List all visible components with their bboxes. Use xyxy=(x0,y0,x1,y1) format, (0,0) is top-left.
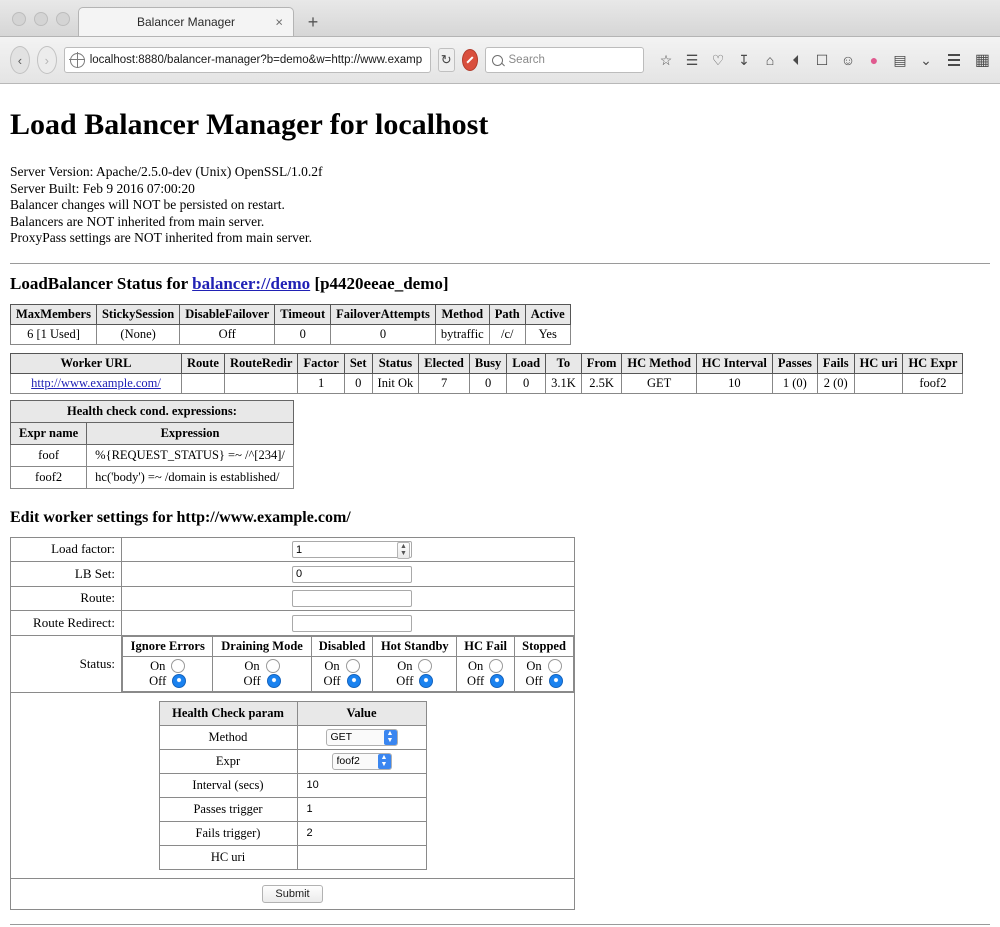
cell-maxmembers: 6 [1 Used] xyxy=(11,324,97,344)
table-row xyxy=(11,466,294,488)
minimize-window-button[interactable] xyxy=(34,12,48,26)
cell-expression: %{REQUEST_STATUS} =~ /^[234]/ xyxy=(87,444,294,466)
balancer-status-heading xyxy=(10,274,990,294)
status-radios-row xyxy=(123,656,574,691)
cell-worker-url[interactable] xyxy=(11,373,182,393)
radio-on-icon[interactable] xyxy=(418,659,432,673)
window-controls[interactable] xyxy=(12,12,70,26)
address-bar[interactable] xyxy=(64,47,431,73)
table-header-row xyxy=(11,422,294,444)
persist-notice: Balancer changes will NOT be persisted on restart. xyxy=(10,197,285,212)
worker-url-link[interactable]: http://www.example.com/ xyxy=(31,375,161,390)
cell-fails: 2 (0) xyxy=(817,373,854,393)
spinner-arrows-icon[interactable]: ▲ ▼ xyxy=(397,542,410,559)
hc-method-value xyxy=(297,725,426,749)
toolbar-icons xyxy=(658,53,935,67)
worker-settings-form xyxy=(10,537,575,910)
radio-on-icon[interactable] xyxy=(266,659,280,673)
hc-fail-on[interactable] xyxy=(463,659,508,674)
edit-worker-heading: Edit worker settings for http://www.example.com/ xyxy=(10,508,351,526)
chevron-updown-icon[interactable]: ▲ ▼ xyxy=(378,754,391,769)
cell-failoverattempts: 0 xyxy=(331,324,436,344)
health-check-cell xyxy=(11,692,575,878)
form-row-status xyxy=(11,635,575,692)
disabled-cell xyxy=(311,656,373,691)
radio-off-icon[interactable] xyxy=(267,674,281,688)
back-button[interactable]: ‹ xyxy=(10,46,30,74)
hc-caption: Health check cond. expressions: xyxy=(11,400,294,422)
radio-off-icon[interactable] xyxy=(419,674,433,688)
hot-standby-cell xyxy=(373,656,457,691)
col-elected: Elected xyxy=(419,353,470,373)
search-input[interactable] xyxy=(485,47,644,73)
table-row xyxy=(159,725,426,749)
smiley-icon[interactable]: ☺ xyxy=(840,52,856,68)
col-draining-mode: Draining Mode xyxy=(213,636,311,656)
submit-button[interactable]: Submit xyxy=(262,885,322,903)
col-load: Load xyxy=(507,353,546,373)
cell-status: Init Ok xyxy=(372,373,419,393)
col-to: To xyxy=(546,353,582,373)
cell-routeredir xyxy=(224,373,298,393)
load-factor-input[interactable] xyxy=(292,541,412,558)
balancer-summary-table xyxy=(10,304,571,345)
on-label: On xyxy=(324,658,340,673)
route-label: Route: xyxy=(11,586,122,611)
off-label: Off xyxy=(525,673,543,688)
hc-uri-label: HC uri xyxy=(159,845,297,869)
col-from: From xyxy=(581,353,622,373)
shield-icon[interactable]: ♡ xyxy=(711,52,725,68)
col-routeredir: RouteRedir xyxy=(224,353,298,373)
col-hc-fail: HC Fail xyxy=(457,636,515,656)
url-text: localhost:8880/balancer-manager?b=demo&w=http://www.examp xyxy=(89,54,423,66)
cell-path: /c/ xyxy=(489,324,525,344)
col-stickysession: StickySession xyxy=(96,304,179,324)
home-icon[interactable]: ⌂ xyxy=(765,52,775,68)
col-set: Set xyxy=(344,353,372,373)
cell-method: bytraffic xyxy=(435,324,489,344)
hc-fail-cell xyxy=(457,656,515,691)
cell-elected: 7 xyxy=(419,373,470,393)
cell-set: 0 xyxy=(344,373,372,393)
hc-uri-input[interactable] xyxy=(304,849,420,866)
col-hc-param: Health Check param xyxy=(159,701,297,725)
health-check-param-table xyxy=(159,701,427,870)
radio-off-icon[interactable] xyxy=(347,674,361,688)
globe-icon xyxy=(70,53,85,68)
draining-mode-off[interactable] xyxy=(219,674,304,689)
cell-hc-method: GET xyxy=(622,373,697,393)
radio-on-icon[interactable] xyxy=(171,659,185,673)
title-bar xyxy=(0,0,1000,37)
radio-off-icon[interactable] xyxy=(172,674,186,688)
col-worker-url: Worker URL xyxy=(11,353,182,373)
col-method: Method xyxy=(435,304,489,324)
on-label: On xyxy=(467,658,484,673)
col-status: Status xyxy=(372,353,419,373)
server-built: Server Built: Feb 9 2016 07:00:20 xyxy=(10,180,195,196)
table-row xyxy=(159,845,426,869)
hc-uri-value xyxy=(297,845,426,869)
inherit-notice: Balancers are NOT inherited from main server. xyxy=(10,213,265,229)
hot-standby-off[interactable] xyxy=(379,674,450,689)
load-factor-cell xyxy=(122,537,575,562)
table-row xyxy=(11,444,294,466)
hc-interval-value xyxy=(297,773,426,797)
stopped-cell xyxy=(515,656,574,691)
form-row-route xyxy=(11,586,575,611)
grid-icon[interactable]: ▦ xyxy=(974,52,990,69)
col-active: Active xyxy=(525,304,570,324)
table-row xyxy=(159,821,426,845)
cell-stickysession: (None) xyxy=(96,324,179,344)
chevron-down-icon[interactable]: ⌄ xyxy=(920,52,932,68)
route-redirect-input[interactable] xyxy=(292,615,412,632)
table-row xyxy=(159,797,426,821)
noscript-icon[interactable] xyxy=(462,49,478,71)
table-header-row xyxy=(159,701,426,725)
table-row xyxy=(159,749,426,773)
palette-icon[interactable]: ● xyxy=(869,52,879,68)
disabled-on[interactable] xyxy=(318,659,367,674)
library-icon[interactable]: ▤ xyxy=(893,52,907,68)
divider-bottom xyxy=(10,924,990,925)
form-row-route-redirect xyxy=(11,611,575,636)
worker-table xyxy=(10,353,963,394)
hc-method-select[interactable] xyxy=(326,729,398,746)
close-tab-icon[interactable]: × xyxy=(275,14,283,30)
col-hc-uri: HC uri xyxy=(854,353,903,373)
download-icon[interactable]: ↧ xyxy=(738,52,750,68)
table-row xyxy=(11,324,571,344)
on-label: On xyxy=(150,658,166,673)
radio-on-icon[interactable] xyxy=(346,659,360,673)
search-placeholder: Search xyxy=(508,54,545,66)
col-path: Path xyxy=(489,304,525,324)
cell-expression: hc('body') =~ /domain is established/ xyxy=(87,466,294,488)
star-icon[interactable]: ☆ xyxy=(659,52,673,68)
hc-interval-label: Interval (secs) xyxy=(159,773,297,797)
radio-on-icon[interactable] xyxy=(489,659,503,673)
col-passes: Passes xyxy=(772,353,817,373)
page-title: Load Balancer Manager for localhost xyxy=(10,108,489,141)
on-label: On xyxy=(526,658,542,673)
cell-route xyxy=(182,373,225,393)
lb-set-label: LB Set: xyxy=(11,562,122,587)
proxypass-notice: ProxyPass settings are NOT inherited from main server. xyxy=(10,230,312,245)
hot-standby-on[interactable] xyxy=(379,659,450,674)
on-label: On xyxy=(397,658,413,673)
off-label: Off xyxy=(243,673,261,688)
col-hc-method: HC Method xyxy=(622,353,697,373)
hc-passes-value xyxy=(297,797,426,821)
off-label: Off xyxy=(149,673,167,688)
route-redirect-label: Route Redirect: xyxy=(11,611,122,636)
server-version: Server Version: Apache/2.5.0-dev (Unix) OpenSSL/1.0.2f xyxy=(10,164,323,179)
cell-passes: 1 (0) xyxy=(772,373,817,393)
off-label: Off xyxy=(323,673,341,688)
route-redirect-cell xyxy=(122,611,575,636)
off-label: Off xyxy=(396,673,414,688)
cell-timeout: 0 xyxy=(275,324,331,344)
status-options-table xyxy=(122,636,574,692)
table-header-row xyxy=(11,304,571,324)
col-hc-value: Value xyxy=(297,701,426,725)
cell-disablefailover: Off xyxy=(180,324,275,344)
col-maxmembers: MaxMembers xyxy=(11,304,97,324)
col-hc-expr: HC Expr xyxy=(903,353,963,373)
hc-interval-input[interactable] xyxy=(304,777,420,794)
close-window-button[interactable] xyxy=(12,12,26,26)
lb-set-input[interactable] xyxy=(292,566,412,583)
tab-label: Balancer Manager xyxy=(136,15,236,29)
send-icon[interactable]: ⏴ xyxy=(792,52,800,68)
hc-passes-input[interactable] xyxy=(304,801,420,818)
disabled-off[interactable] xyxy=(318,674,367,689)
cell-hc-expr: foof2 xyxy=(903,373,963,393)
col-hot-standby: Hot Standby xyxy=(373,636,457,656)
radio-off-icon[interactable] xyxy=(549,674,563,688)
cell-hc-interval: 10 xyxy=(696,373,772,393)
off-label: Off xyxy=(467,673,485,688)
col-busy: Busy xyxy=(469,353,506,373)
zoom-window-button[interactable] xyxy=(56,12,70,26)
lb-set-cell xyxy=(122,562,575,587)
load-factor-label: Load factor: xyxy=(11,537,122,562)
forward-button[interactable]: › xyxy=(37,46,57,74)
reload-button[interactable]: ↻ xyxy=(438,48,455,72)
table-header-row xyxy=(123,636,574,656)
col-route: Route xyxy=(182,353,225,373)
col-failoverattempts: FailoverAttempts xyxy=(331,304,436,324)
table-row xyxy=(11,373,963,393)
col-factor: Factor xyxy=(298,353,344,373)
form-row-health-check xyxy=(11,692,575,878)
hc-expr-value xyxy=(297,749,426,773)
ignore-errors-cell xyxy=(123,656,213,691)
status-cell xyxy=(122,635,575,692)
form-row-submit xyxy=(11,878,575,909)
cell-load: 0 xyxy=(507,373,546,393)
table-header-row xyxy=(11,353,963,373)
reader-icon[interactable]: ☰ xyxy=(685,52,699,68)
status-label: Status: xyxy=(11,635,122,692)
on-label: On xyxy=(244,658,260,673)
health-check-expressions-table xyxy=(10,400,294,489)
hc-fails-label: Fails trigger) xyxy=(159,821,297,845)
table-row xyxy=(159,773,426,797)
col-timeout: Timeout xyxy=(275,304,331,324)
cell-hc-uri xyxy=(854,373,903,393)
form-row-load-factor xyxy=(11,537,575,562)
status-heading-prefix: LoadBalancer Status for xyxy=(10,273,193,293)
stopped-on[interactable] xyxy=(521,659,567,674)
hc-method-label: Method xyxy=(159,725,297,749)
cell-from: 2.5K xyxy=(581,373,622,393)
col-hc-interval: HC Interval xyxy=(696,353,772,373)
hc-fail-off[interactable] xyxy=(463,674,508,689)
cell-to: 3.1K xyxy=(546,373,582,393)
ignore-errors-off[interactable] xyxy=(129,674,206,689)
cell-active: Yes xyxy=(525,324,570,344)
col-stopped: Stopped xyxy=(515,636,574,656)
hc-expr-select[interactable] xyxy=(332,753,392,770)
tab-strip xyxy=(78,0,322,36)
col-disablefailover: DisableFailover xyxy=(180,304,275,324)
status-heading-suffix: [p4420eeae_demo] xyxy=(310,273,449,293)
navigation-toolbar xyxy=(0,37,1000,84)
stopped-off[interactable] xyxy=(521,674,567,689)
divider-top xyxy=(10,263,990,264)
new-tab-button[interactable]: + xyxy=(307,12,319,32)
hc-passes-label: Passes trigger xyxy=(159,797,297,821)
route-input[interactable] xyxy=(292,590,412,607)
cell-factor: 1 xyxy=(298,373,344,393)
tab-balancer-manager[interactable] xyxy=(78,7,294,36)
draining-mode-cell xyxy=(213,656,311,691)
hc-fails-value xyxy=(297,821,426,845)
hc-caption-row xyxy=(11,400,294,422)
menu-button[interactable] xyxy=(948,51,960,69)
ignore-errors-on[interactable] xyxy=(129,659,206,674)
col-disabled: Disabled xyxy=(311,636,373,656)
radio-on-icon[interactable] xyxy=(548,659,562,673)
search-icon xyxy=(492,55,503,66)
hc-expr-label: Expr xyxy=(159,749,297,773)
route-cell xyxy=(122,586,575,611)
col-ignore-errors: Ignore Errors xyxy=(123,636,213,656)
balancer-link[interactable]: balancer://demo xyxy=(192,273,311,293)
cell-expr-name: foof xyxy=(11,444,87,466)
form-row-lb-set xyxy=(11,562,575,587)
radio-off-icon[interactable] xyxy=(490,674,504,688)
chevron-updown-icon[interactable]: ▲ ▼ xyxy=(384,730,397,745)
hc-fails-input[interactable] xyxy=(304,825,420,842)
draining-mode-on[interactable] xyxy=(219,659,304,674)
cell-expr-name: foof2 xyxy=(11,466,87,488)
load-factor-spinner[interactable] xyxy=(292,541,412,559)
page-content xyxy=(0,84,1000,927)
col-expression: Expression xyxy=(87,422,294,444)
col-fails: Fails xyxy=(817,353,854,373)
pocket-icon[interactable]: ☐ xyxy=(815,52,829,68)
cell-busy: 0 xyxy=(469,373,506,393)
submit-cell xyxy=(11,878,575,909)
col-expr-name: Expr name xyxy=(11,422,87,444)
